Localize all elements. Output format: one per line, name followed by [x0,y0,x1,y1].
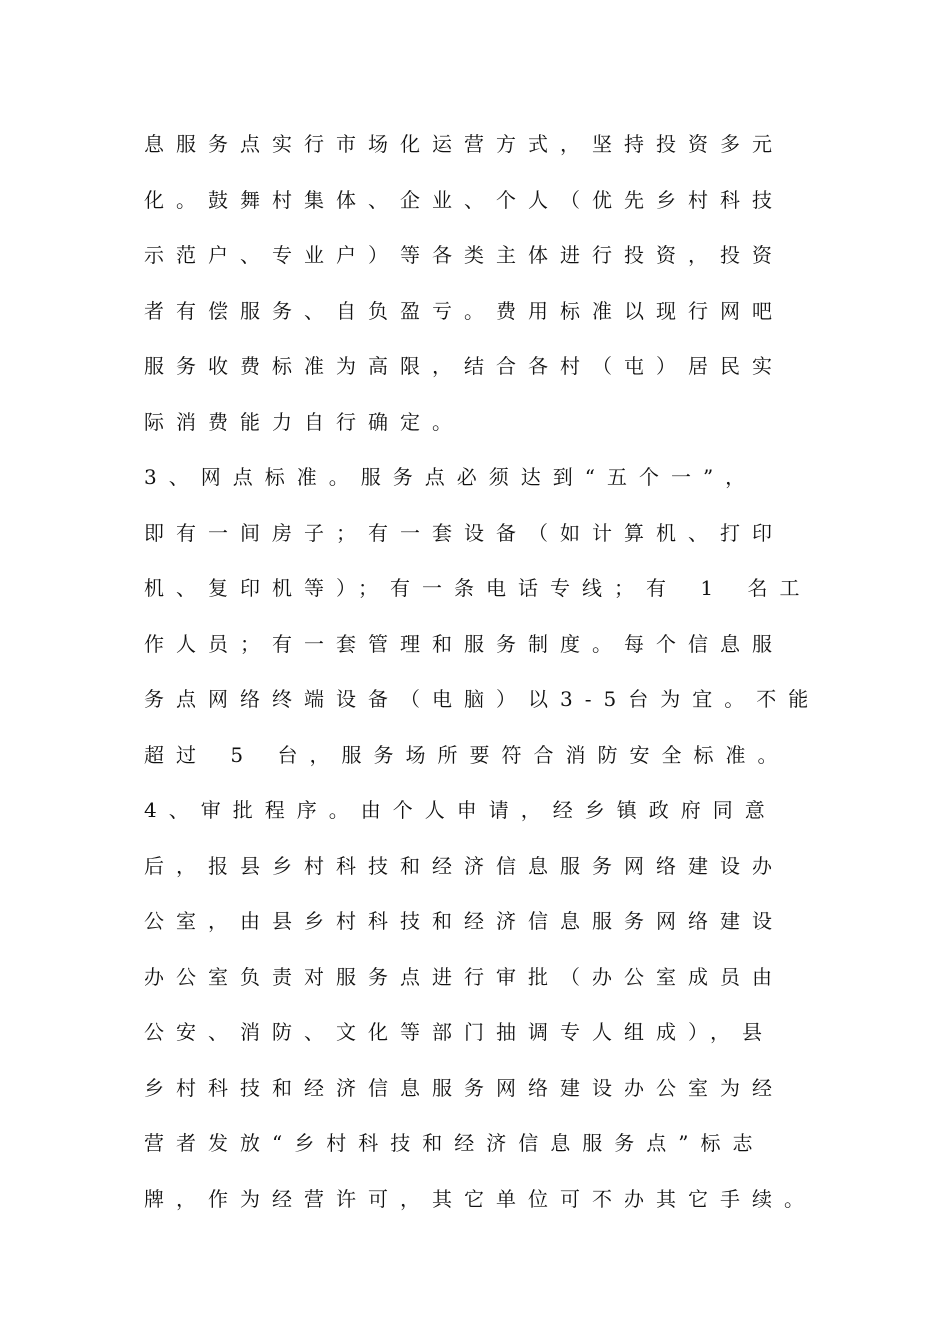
text-line: 化。鼓舞村集体、企业、个人（优先乡村科技 [144,187,784,212]
text-line: 办公室负责对服务点进行审批（办公室成员由 [144,964,784,989]
text-line: 营者发放“乡村科技和经济信息服务点”标志 [144,1131,765,1155]
text-line: 公室，由县乡村科技和经济信息服务网络建设 [144,909,784,933]
text-line: 息服务点实行市场化运营方式，坚持投资多元 [144,132,784,156]
text-line: 4、审批程序。由个人申请，经乡镇政府同意 [144,798,777,822]
text-line: 牌，作为经营许可，其它单位可不办其它手续。 [144,1186,816,1211]
text-line: 服务收费标准为高限，结合各村（屯）居民实 [144,354,784,378]
text-line: 公安、消防、文化等部门抽调专人组成），县 [144,1020,774,1044]
text-line: 际消费能力自行确定。 [144,409,464,434]
text-line: 即有一间房子；有一套设备（如计算机、打印 [144,520,784,545]
text-line: 超过 5 台，服务场所要符合消防安全标准。 [144,742,790,767]
text-line: 后，报县乡村科技和经济信息服务网络建设办 [144,853,784,878]
text-line: 者有偿服务、自负盈亏。费用标准以现行网吧 [144,298,784,323]
body-text [144,117,834,1227]
text-line: 务点网络终端设备（电脑）以3-5台为宜。不能 [144,687,821,711]
text-line: 作人员；有一套管理和服务制度。每个信息服 [144,631,784,656]
text-line: 示范户、专业户）等各类主体进行投资，投资 [144,243,784,267]
text-line: 3、网点标准。服务点必须达到“五个一”， [144,465,758,489]
text-line: 乡村科技和经济信息服务网络建设办公室为经 [144,1075,784,1100]
text-line: 机、复印机等）；有一条电话专线；有 1 名工 [144,576,812,600]
